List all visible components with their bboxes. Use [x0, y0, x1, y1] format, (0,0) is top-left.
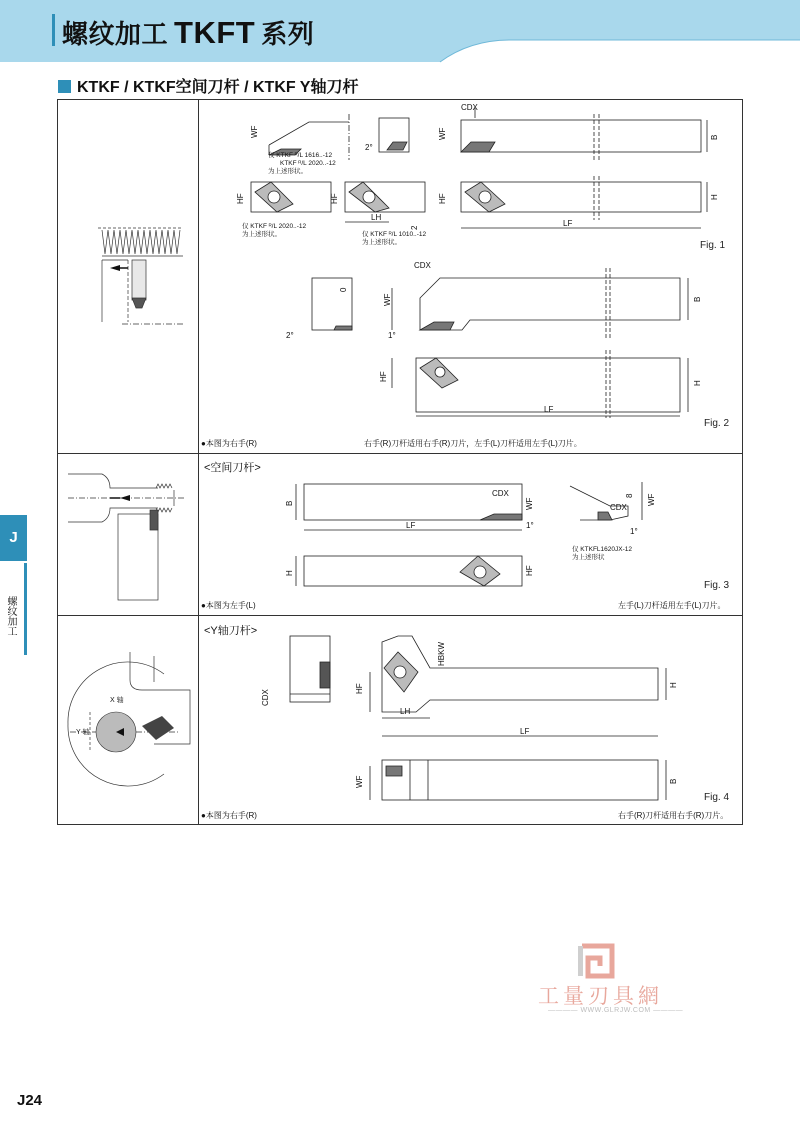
fig3-note-line1: 仅 KTKFL1620JX-12 [572, 546, 632, 553]
section-title [58, 74, 358, 97]
fig1-dim-hf-2: HF [330, 193, 339, 204]
fig2-dim-0: 0 [339, 287, 348, 292]
fig4-dim-b: B [669, 778, 678, 784]
fig3-dim-b: B [285, 500, 294, 506]
fig2-dim-1deg: 1° [388, 331, 396, 340]
y-axis-illustration [58, 616, 198, 824]
fig3-dim-hf: HF [525, 565, 534, 576]
title-suffix: 系列 [261, 19, 315, 49]
fig1-note-a-line2: KTKF ᴿ/L 2020..-12 [280, 160, 336, 167]
thread-turning-illustration [58, 100, 198, 454]
fig3-dim-wf: WF [525, 497, 534, 510]
fig3-subtitle: <空间刀杆> [204, 462, 261, 474]
y-axis-label: Y 轴 [76, 729, 90, 736]
chapter-tab[interactable] [0, 515, 27, 655]
fig1-dim-lf: LF [563, 219, 573, 228]
section-square-icon [58, 80, 71, 93]
fig1-note-b-line2: 为上述形状。 [242, 231, 281, 238]
fig1-dim-h: H [710, 194, 719, 200]
fig2-dim-wf: WF [383, 293, 392, 306]
boring-illustration [58, 454, 198, 614]
fig3-dim-cdx-2: CDX [610, 503, 627, 512]
fig3-note [572, 546, 632, 562]
fig3-dim-8: 8 [625, 493, 634, 498]
x-axis-label: X 轴 [110, 697, 124, 704]
fig1-note-b [242, 223, 306, 239]
fig1-dim-cdx: CDX [461, 103, 478, 112]
fig1-note-c-line1: 仅 KTKF ᴿ/L 1010..-12 [362, 231, 427, 238]
fig2-dim-h: H [693, 380, 702, 386]
watermark-logo-icon [578, 944, 618, 978]
fig4-dim-wf: WF [355, 775, 364, 788]
fig2-dim-b: B [693, 296, 702, 302]
fig3-dim-wf-2: WF [647, 493, 656, 506]
row3-note-left: ●本图为右手(R) [201, 811, 257, 820]
fig3-dim-h: H [285, 570, 294, 576]
page-number: J24 [17, 1092, 43, 1109]
fig3-label: Fig. 3 [704, 580, 730, 591]
fig3-dim-cdx: CDX [492, 489, 509, 498]
row2-note-left: ●本图为左手(L) [201, 601, 256, 610]
fig1-dim-b: B [710, 134, 719, 140]
fig1-note-c [362, 231, 426, 247]
title-prefix: 螺纹加工 [62, 19, 169, 49]
fig1-dim-wf: WF [250, 125, 259, 138]
fig1-dim-lh: LH [371, 213, 382, 222]
fig4-dim-cdx: CDX [261, 689, 270, 706]
fig4-dim-hf: HF [355, 683, 364, 694]
fig4-dim-lh: LH [400, 707, 411, 716]
fig3-dim-1deg: 1° [526, 521, 534, 530]
fig4-dim-h: H [669, 682, 678, 688]
fig1-dim-hf-3: HF [438, 193, 447, 204]
fig3-dim-lf: LF [406, 521, 416, 530]
fig1-dim-hf: HF [236, 193, 245, 204]
fig3-drawing [280, 476, 680, 586]
fig3-note-line2: 为上述形状 [572, 554, 605, 561]
fig3-dim-1deg-2: 1° [630, 527, 638, 536]
fig1-note-c-line2: 为上述形状。 [362, 239, 401, 246]
fig4-subtitle: <Y轴刀杆> [204, 625, 258, 637]
fig4-dim-hbkw: HBKW [437, 642, 446, 666]
fig2-label: Fig. 2 [704, 418, 730, 429]
fig2-dim-2deg: 2° [286, 331, 294, 340]
fig2-dim-hf: HF [379, 371, 388, 382]
fig1-note-b-line1: 仅 KTKF ᴿ/L 2020..-12 [242, 223, 307, 230]
watermark-url: ———— WWW.GLRJW.COM ———— [548, 1007, 684, 1014]
fig2-dim-lf: LF [544, 405, 554, 414]
chapter-tab-label: 螺纹加工 [0, 563, 27, 655]
fig2-dim-cdx: CDX [414, 261, 431, 270]
row1-note-left: ●本图为右手(R) [201, 439, 257, 448]
row1-note-right: 右手(R)刀杆适用右手(R)刀片，左手(L)刀杆适用左手(L)刀片。 [364, 439, 582, 448]
title-code: TKFT [174, 15, 256, 50]
fig1-dim-wf-2: WF [438, 127, 447, 140]
fig1-note-a [268, 152, 336, 176]
watermark-url-text: WWW.GLRJW.COM [580, 1007, 651, 1014]
fig1-note-a-line1: 仅 KTKF ᴿ/L 1616..-12 [268, 152, 333, 159]
fig4-drawing [258, 632, 678, 802]
fig4-dim-lf: LF [520, 727, 530, 736]
row2-note-right: 左手(L)刀杆适用左手(L)刀片。 [618, 601, 726, 610]
fig4-label: Fig. 4 [704, 792, 730, 803]
section-title-text: KTKF / KTKF空间刀杆 / KTKF Y轴刀杆 [77, 79, 359, 96]
fig2-drawing [280, 258, 740, 418]
fig1-label: Fig. 1 [700, 240, 726, 251]
watermark-name: 工量刃具網 [538, 985, 663, 1008]
row3-note-right: 右手(R)刀杆适用右手(R)刀片。 [618, 811, 729, 820]
fig1-dim-2: 2 [410, 225, 419, 230]
chapter-tab-letter: J [0, 515, 27, 561]
fig1-note-a-line3: 为上述形状。 [268, 168, 307, 175]
page-title [62, 14, 314, 51]
fig1-dim-2deg: 2° [365, 143, 373, 152]
